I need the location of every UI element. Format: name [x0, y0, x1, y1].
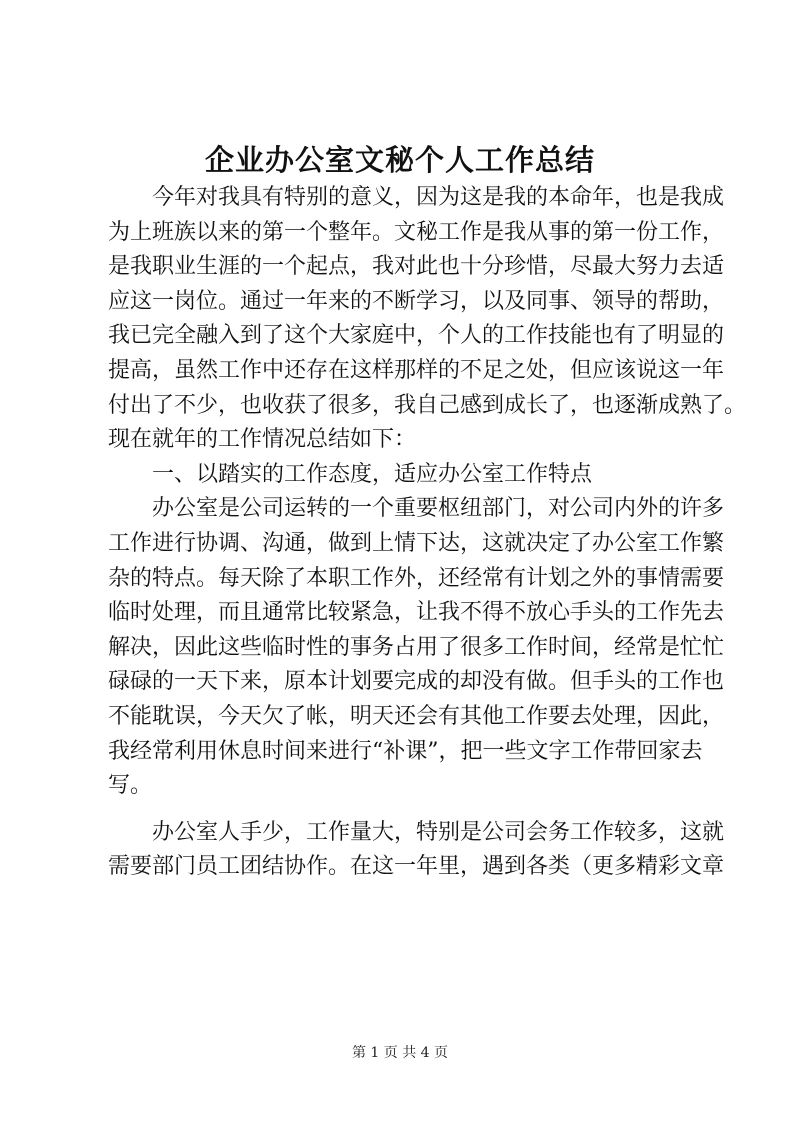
section-heading: 一、以踏实的工作态度，适应办公室工作特点	[152, 461, 593, 487]
paragraph-line: 写。	[108, 773, 153, 799]
paragraph-line: 提高，虽然工作中还存在这样那样的不足之处，但应该说这一年	[108, 357, 725, 383]
paragraph-line: 是我职业生涯的一个起点，我对此也十分珍惜，尽最大努力去适	[108, 254, 725, 280]
paragraph-line: 应这一岗位。通过一年来的不断学习，以及同事、领导的帮助，	[108, 288, 725, 314]
paragraph-line: 不能耽误，今天欠了帐，明天还会有其他工作要去处理，因此，	[108, 703, 725, 729]
paragraph-line: 杂的特点。每天除了本职工作外，还经常有计划之外的事情需要	[108, 565, 725, 591]
paragraph-line: 解决，因此这些临时性的事务占用了很多工作时间，经常是忙忙	[108, 634, 725, 660]
paragraph-line: 我经常利用休息时间来进行“补课”，把一些文字工作带回家去	[108, 738, 703, 764]
paragraph-line: 今年对我具有特别的意义，因为这是我的本命年，也是我成	[152, 185, 725, 210]
paragraph-line: 为上班族以来的第一个整年。文秘工作是我从事的第一份工作，	[108, 219, 725, 245]
paragraph-line: 需要部门员工团结协作。在这一年里，遇到各类（更多精彩文章	[108, 854, 725, 880]
paragraph-line: 工作进行协调、沟通，做到上情下达，这就决定了办公室工作繁	[108, 530, 725, 556]
document-body	[108, 181, 747, 885]
document-title: 企业办公室文秘个人工作总结	[204, 143, 595, 177]
paragraph-line: 付出了不少，也收获了很多，我自己感到成长了，也逐渐成熟了。	[108, 392, 747, 418]
page-footer: 第 1 页 共 4 页	[351, 1045, 449, 1061]
paragraph-line: 办公室是公司运转的一个重要枢纽部门，对公司内外的许多	[152, 496, 725, 522]
paragraph-line: 临时处理，而且通常比较紧急，让我不得不放心手头的工作先去	[108, 600, 725, 626]
paragraph-line: 办公室人手少，工作量大，特别是公司会务工作较多，这就	[152, 819, 725, 845]
paragraph-line: 碌碌的一天下来，原本计划要完成的却没有做。但手头的工作也	[108, 669, 725, 695]
paragraph-line: 现在就年的工作情况总结如下：	[108, 427, 417, 453]
paragraph-line: 我已完全融入到了这个大家庭中，个人的工作技能也有了明显的	[108, 323, 725, 349]
paragraph-gap	[108, 804, 700, 816]
